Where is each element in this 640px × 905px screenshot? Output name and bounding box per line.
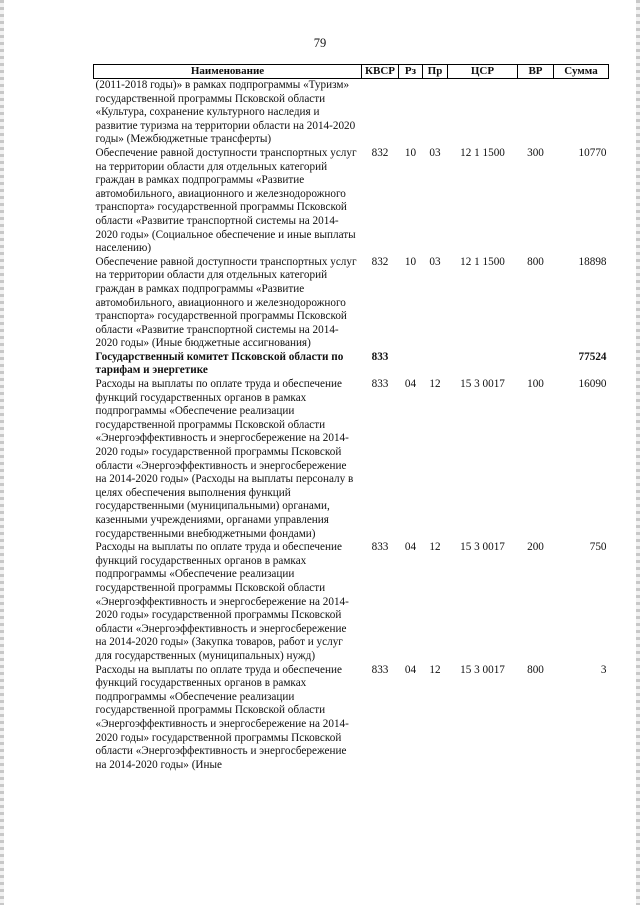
cell-pr: 12 [429, 663, 441, 676]
cell-vr: 200 [527, 541, 544, 554]
cell-csr: 15 3 0017 [460, 663, 505, 676]
cell-rz [399, 351, 423, 378]
scan-edge-left [0, 0, 4, 905]
cell-name: Расходы на выплаты по оплате труда и обеспечение функций государственных органов в рамках подпрограммы «Обеспечение реализации государственной программы Псковской области «Энергоэффективность и энергосбережение на 2014-2020 годы» государственной программы Псковской области «Энергоэффективность и энергосбережение на 2014-2020 годы» (Закупка товаров, работ и услуг для государственных (муниципальных) нужд) [95, 541, 349, 662]
cell-sum: 3 [600, 663, 607, 676]
cell-pr: 12 [429, 541, 441, 554]
cell-name: Обеспечение равной доступности транспортных услуг на территории области для отдельных категорий граждан в рамках подпрограммы «Развитие автомобильного, авиационного и железнодорожного транспорта» государственной программы Псковской области «Развитие транспортной системы на 2014-2020 годы» (Иные бюджетные ассигнования) [95, 255, 357, 350]
cell-rz: 04 [404, 663, 417, 676]
header-kvsr: КВСР [362, 65, 399, 79]
cell-csr: 15 3 0017 [460, 378, 505, 391]
header-rz: Рз [399, 65, 423, 79]
cell-kvsr: 832 [371, 146, 389, 159]
table-row [94, 256, 609, 351]
table-body [94, 79, 609, 773]
cell-name: Обеспечение равной доступности транспортных услуг на территории области для отдельных категорий граждан в рамках подпрограммы «Развитие автомобильного, авиационного и железнодорожного транспорта» государственной программы Псковской области «Развитие транспортной системы на 2014-2020 годы» (Социальное обеспечение и иные выплаты населению) [95, 146, 357, 255]
cell-name: (2011-2018 годы)» в рамках подпрограммы «Туризм» государственной программы Псковской области «Культура, сохранение культурного наследия и развитие туризма на территории области на 2014-2020 годы» (Межбюджетные трансферты) [95, 79, 356, 146]
cell-csr: 12 1 1500 [460, 255, 505, 268]
table-row [94, 351, 609, 378]
cell-vr: 300 [527, 146, 544, 159]
cell-kvsr: 833 [371, 541, 389, 554]
table-header-row [94, 65, 609, 79]
cell-sum: 16090 [578, 378, 607, 391]
cell-kvsr [362, 79, 399, 147]
cell-pr: 03 [429, 255, 441, 268]
cell-rz: 10 [404, 146, 417, 159]
page-number: 79 [313, 36, 327, 50]
cell-pr: 12 [429, 378, 441, 391]
table-row [94, 378, 609, 541]
cell-sum: 77524 [578, 350, 607, 363]
cell-vr: 800 [527, 255, 544, 268]
header-name: Наименование [94, 65, 362, 79]
cell-kvsr: 833 [371, 663, 389, 676]
cell-vr: 800 [527, 663, 544, 676]
cell-rz: 04 [404, 378, 417, 391]
cell-vr [518, 79, 554, 147]
cell-sum: 18898 [578, 255, 607, 268]
scan-edge-right [636, 0, 640, 905]
cell-csr: 15 3 0017 [460, 541, 505, 554]
cell-pr: 03 [429, 146, 441, 159]
cell-vr [518, 351, 554, 378]
table-row [94, 79, 609, 147]
cell-name: Расходы на выплаты по оплате труда и обеспечение функций государственных органов в рамках подпрограммы «Обеспечение реализации государственной программы Псковской области «Энергоэффективность и энергосбережение на 2014-2020 годы» государственной программы Псковской области «Энергоэффективность и энергосбережение на 2014-2020 годы» (Иные [95, 663, 349, 771]
cell-rz: 10 [404, 255, 417, 268]
cell-kvsr: 833 [371, 350, 389, 363]
table-row [94, 147, 609, 256]
cell-kvsr: 832 [371, 255, 389, 268]
cell-sum [554, 79, 609, 147]
header-pr: Пр [423, 65, 448, 79]
cell-rz [399, 79, 423, 147]
cell-rz: 04 [404, 541, 417, 554]
header-sum: Сумма [554, 65, 609, 79]
header-csr: ЦСР [448, 65, 518, 79]
cell-name: Государственный комитет Псковской области по тарифам и энергетике [95, 350, 344, 377]
cell-csr [448, 351, 518, 378]
cell-sum: 750 [589, 541, 607, 554]
cell-kvsr: 833 [371, 378, 389, 391]
header-vr: ВР [518, 65, 554, 79]
cell-pr [423, 351, 448, 378]
cell-csr [448, 79, 518, 147]
cell-name: Расходы на выплаты по оплате труда и обеспечение функций государственных органов в рамках подпрограммы «Обеспечение реализации государственной программы Псковской области «Энергоэффективность и энергосбережение на 2014-2020 годы» государственной программы Псковской области «Энергоэффективность и энергосбережение на 2014-2020 годы» (Расходы на выплаты персоналу в целях обеспечения выполнения функций государственными (муниципальными) органами, казенными учреждениями, органами управления государственными внебюджетными фондами) [95, 378, 354, 540]
table-row [94, 664, 609, 773]
cell-pr [423, 79, 448, 147]
budget-table [93, 64, 609, 772]
cell-vr: 100 [527, 378, 544, 391]
cell-sum: 10770 [578, 146, 607, 159]
table-row [94, 541, 609, 663]
cell-csr: 12 1 1500 [460, 146, 505, 159]
